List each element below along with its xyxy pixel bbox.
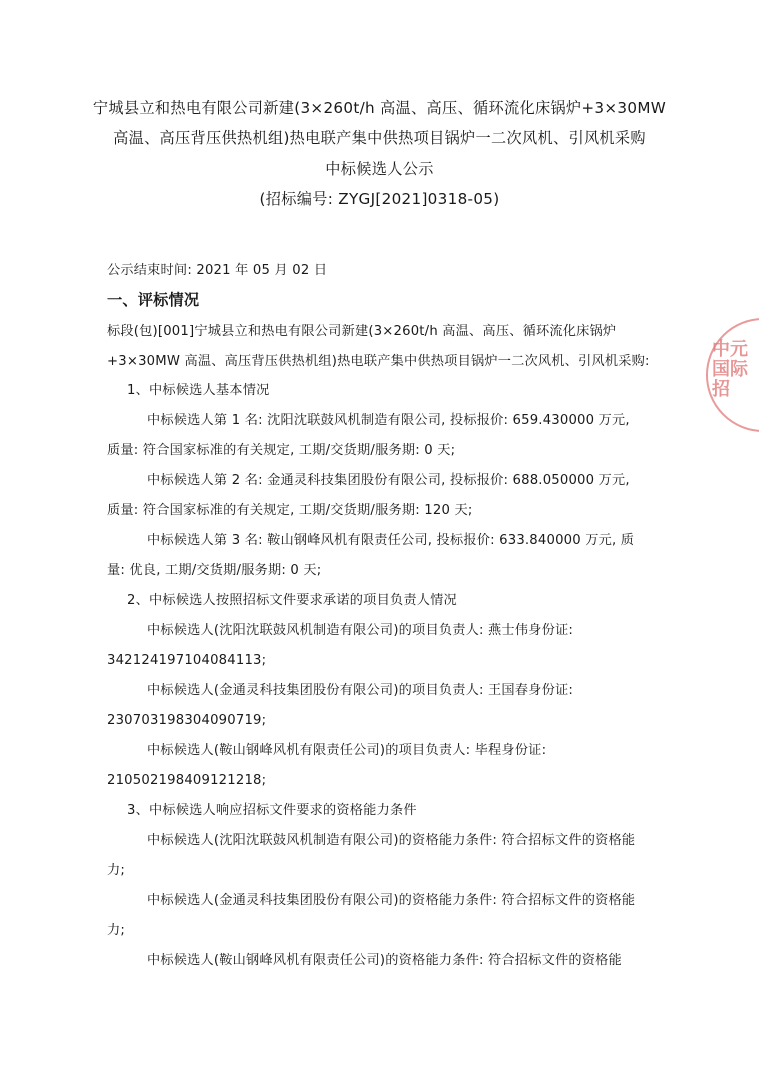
candidate-2-line-2: 质量: 符合国家标准的有关规定, 工期/交货期/服务期: 120 天; — [107, 503, 473, 518]
manager-3-line-1: 中标候选人(鞍山钢峰风机有限责任公司)的项目负责人: 毕程身份证: — [147, 743, 547, 758]
end-time: 公示结束时间: 2021 年 05 月 02 日 — [107, 263, 328, 278]
candidate-3-line-1: 中标候选人第 3 名: 鞍山钢峰风机有限责任公司, 投标报价: 633.840000 万元, 质 — [147, 533, 635, 548]
title-line-2: 高温、高压背压供热机组)热电联产集中供热项目锅炉一二次风机、引风机采购 — [113, 129, 646, 147]
manager-2-line-2: 230703198304090719; — [107, 713, 267, 728]
qualification-2-line-1: 中标候选人(金通灵科技集团股份有限公司)的资格能力条件: 符合招标文件的资格能 — [147, 893, 636, 908]
title-line-1: 宁城县立和热电有限公司新建(3×260t/h 高温、高压、循环流化床锅炉+3×30MW — [92, 99, 667, 117]
section-1-heading: 一、评标情况 — [107, 291, 200, 309]
lot-line-1: 标段(包)[001]宁城县立和热电有限公司新建(3×260t/h 高温、高压、循环流化床锅炉 — [107, 324, 617, 339]
manager-2-line-1: 中标候选人(金通灵科技集团股份有限公司)的项目负责人: 王国春身份证: — [147, 683, 573, 698]
candidate-1-line-2: 质量: 符合国家标准的有关规定, 工期/交货期/服务期: 0 天; — [107, 443, 456, 458]
candidate-2-line-1: 中标候选人第 2 名: 金通灵科技集团股份有限公司, 投标报价: 688.050000 万元, — [147, 473, 630, 488]
subsection-2-heading: 2、中标候选人按照招标文件要求承诺的项目负责人情况 — [127, 593, 457, 608]
title-line-3: 中标候选人公示 — [325, 160, 434, 178]
manager-1-line-2: 342124197104084113; — [107, 653, 267, 668]
manager-3-line-2: 210502198409121218; — [107, 773, 267, 788]
candidate-3-line-2: 量: 优良, 工期/交货期/服务期: 0 天; — [107, 563, 322, 578]
official-seal-text: 中元国际招 — [712, 339, 748, 400]
qualification-3-line-1: 中标候选人(鞍山钢峰风机有限责任公司)的资格能力条件: 符合招标文件的资格能 — [147, 953, 622, 968]
candidate-1-line-1: 中标候选人第 1 名: 沈阳沈联鼓风机制造有限公司, 投标报价: 659.430000 万元, — [147, 413, 630, 428]
lot-line-2: +3×30MW 高温、高压背压供热机组)热电联产集中供热项目锅炉一二次风机、引风机采购: — [107, 354, 650, 369]
qualification-2-line-2: 力; — [107, 923, 126, 938]
subsection-1-heading: 1、中标候选人基本情况 — [127, 383, 270, 398]
qualification-1-line-1: 中标候选人(沈阳沈联鼓风机制造有限公司)的资格能力条件: 符合招标文件的资格能 — [147, 833, 636, 848]
manager-1-line-1: 中标候选人(沈阳沈联鼓风机制造有限公司)的项目负责人: 燕士伟身份证: — [147, 623, 573, 638]
subsection-3-heading: 3、中标候选人响应招标文件要求的资格能力条件 — [127, 803, 417, 818]
qualification-1-line-2: 力; — [107, 863, 126, 878]
title-line-4: (招标编号: ZYGJ[2021]0318-05) — [259, 190, 500, 208]
